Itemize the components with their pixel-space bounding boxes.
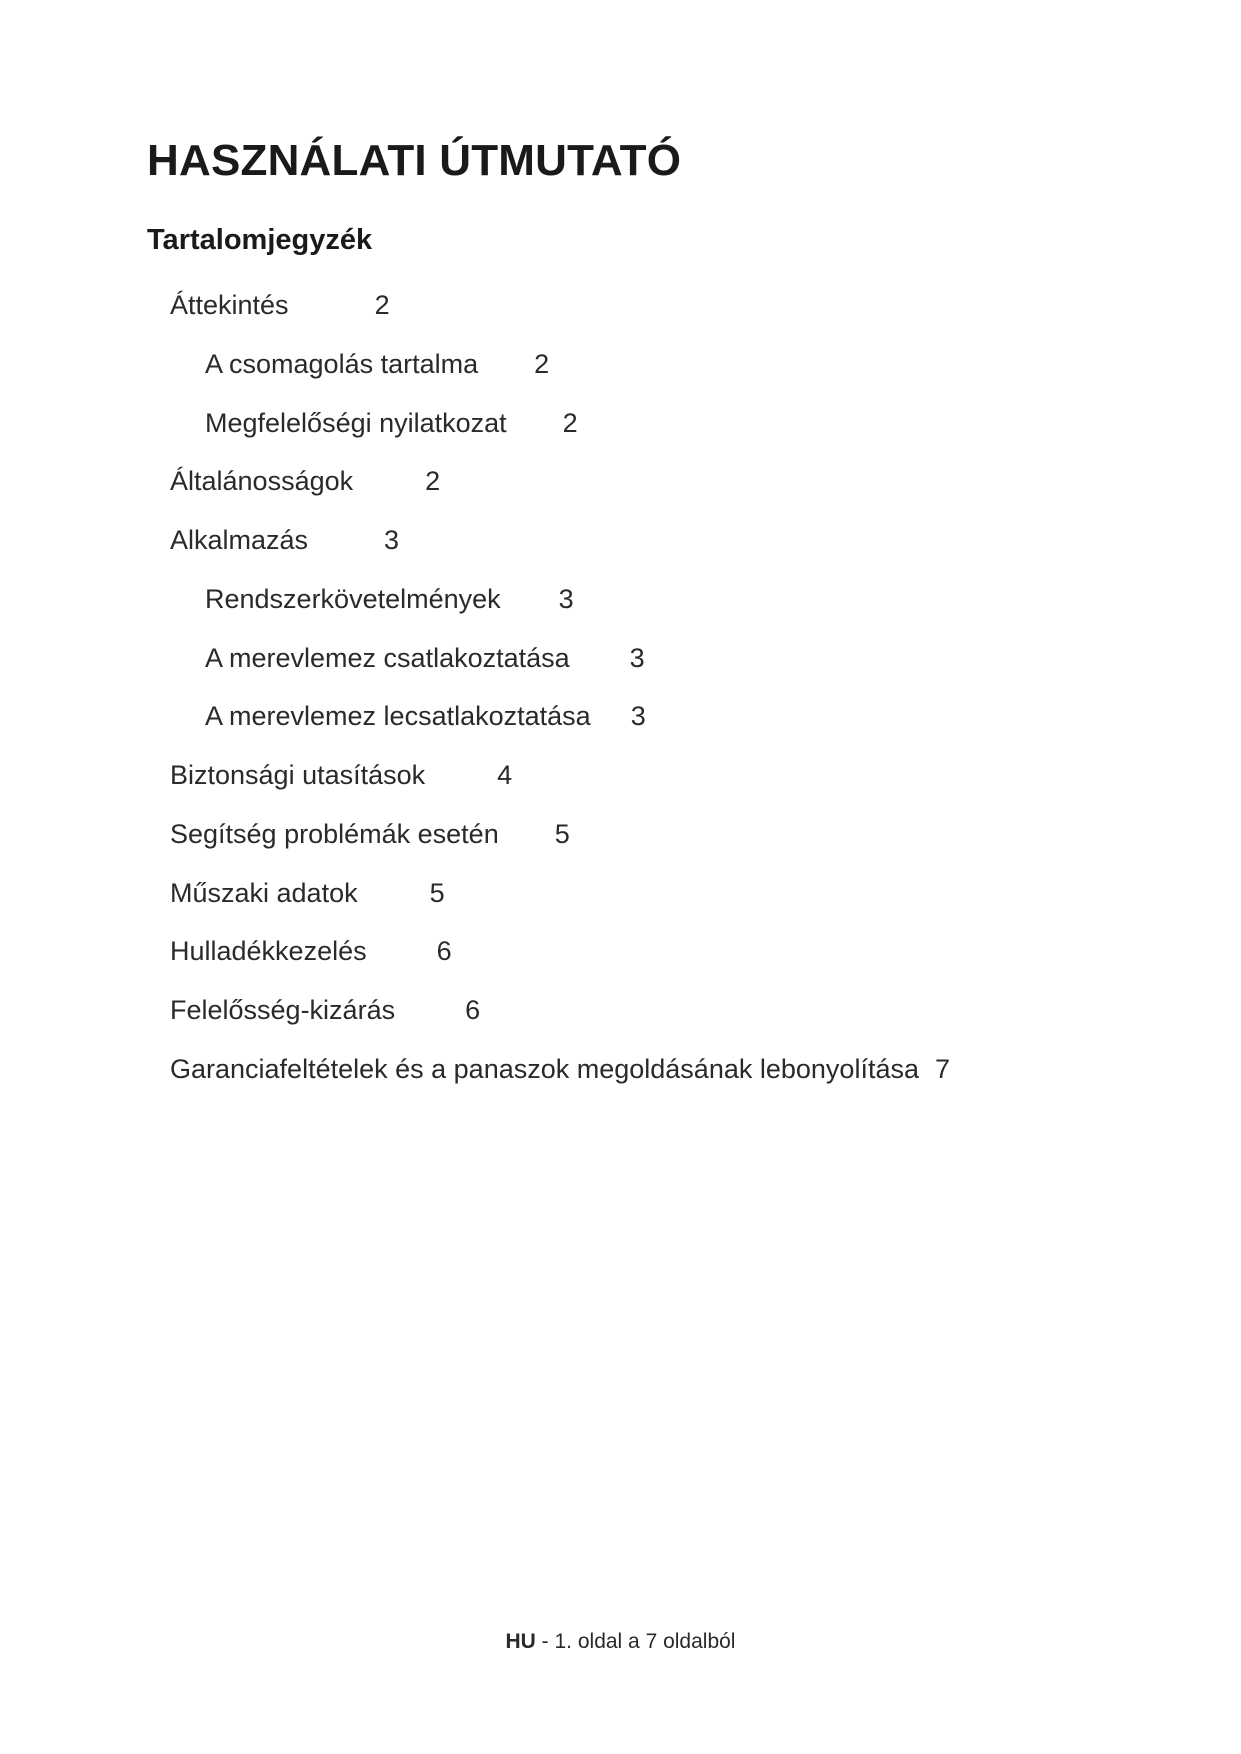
toc-entry-label: Felelősség-kizárás <box>170 995 396 1025</box>
toc-entry[interactable] <box>170 993 480 1027</box>
toc-entry[interactable] <box>205 406 578 440</box>
toc-entry-page-number: 2 <box>562 408 578 438</box>
toc-heading: Tartalomjegyzék <box>147 224 373 256</box>
toc-entry-label: A merevlemez lecsatlakoztatása <box>205 701 591 731</box>
toc-entry-label: Hulladékkezelés <box>170 936 367 966</box>
toc-entry[interactable] <box>205 347 549 381</box>
toc-entry-label: Műszaki adatok <box>170 878 358 908</box>
toc-entry[interactable] <box>170 464 440 498</box>
footer-language-code: HU <box>505 1630 536 1653</box>
page-footer <box>0 1630 1241 1654</box>
toc-entry-page-number: 4 <box>497 760 513 790</box>
toc-entry[interactable] <box>170 1052 950 1086</box>
toc-entry-label: Garanciafeltételek és a panaszok megoldásának lebonyolítása <box>170 1054 919 1084</box>
toc-entry[interactable] <box>170 934 452 968</box>
toc-entry-page-number: 2 <box>374 290 390 320</box>
toc-entry-page-number: 5 <box>429 878 445 908</box>
toc-entry-label: A csomagolás tartalma <box>205 349 479 379</box>
toc-entry-label: Rendszerkövetelmények <box>205 584 501 614</box>
toc-entry-page-number: 2 <box>534 349 550 379</box>
toc-entry-label: Általánosságok <box>170 466 354 496</box>
toc-entry[interactable] <box>170 288 390 322</box>
toc-entry[interactable] <box>205 699 646 733</box>
toc-entry-page-number: 3 <box>630 701 646 731</box>
toc-entry-label: Biztonsági utasítások <box>170 760 426 790</box>
toc-entry-page-number: 6 <box>436 936 452 966</box>
toc-entry-page-number: 7 <box>934 1054 951 1084</box>
toc-entry[interactable] <box>170 876 445 910</box>
toc-entry-label: A merevlemez csatlakoztatása <box>205 643 570 673</box>
toc-entry[interactable] <box>170 817 570 851</box>
toc-entry-page-number: 3 <box>629 643 645 673</box>
toc-entry[interactable] <box>205 641 645 675</box>
toc-entry[interactable] <box>205 582 574 616</box>
toc-entry-label: Megfelelőségi nyilatkozat <box>205 408 507 438</box>
toc-entry-label: Áttekintés <box>170 290 289 320</box>
footer-page-indicator: - 1. oldal a 7 oldalból <box>535 1630 736 1653</box>
toc-entry-page-number: 3 <box>558 584 574 614</box>
page-title: HASZNÁLATI ÚTMUTATÓ <box>147 136 682 185</box>
toc-entry-page-number: 2 <box>425 466 441 496</box>
toc-entry[interactable] <box>170 758 512 792</box>
toc-entry-label: Segítség problémák esetén <box>170 819 499 849</box>
toc-entry[interactable] <box>170 523 399 557</box>
toc-entry-page-number: 6 <box>465 995 481 1025</box>
toc-entry-page-number: 3 <box>384 525 400 555</box>
toc-entry-page-number: 5 <box>554 819 570 849</box>
toc-entry-label: Alkalmazás <box>170 525 309 555</box>
